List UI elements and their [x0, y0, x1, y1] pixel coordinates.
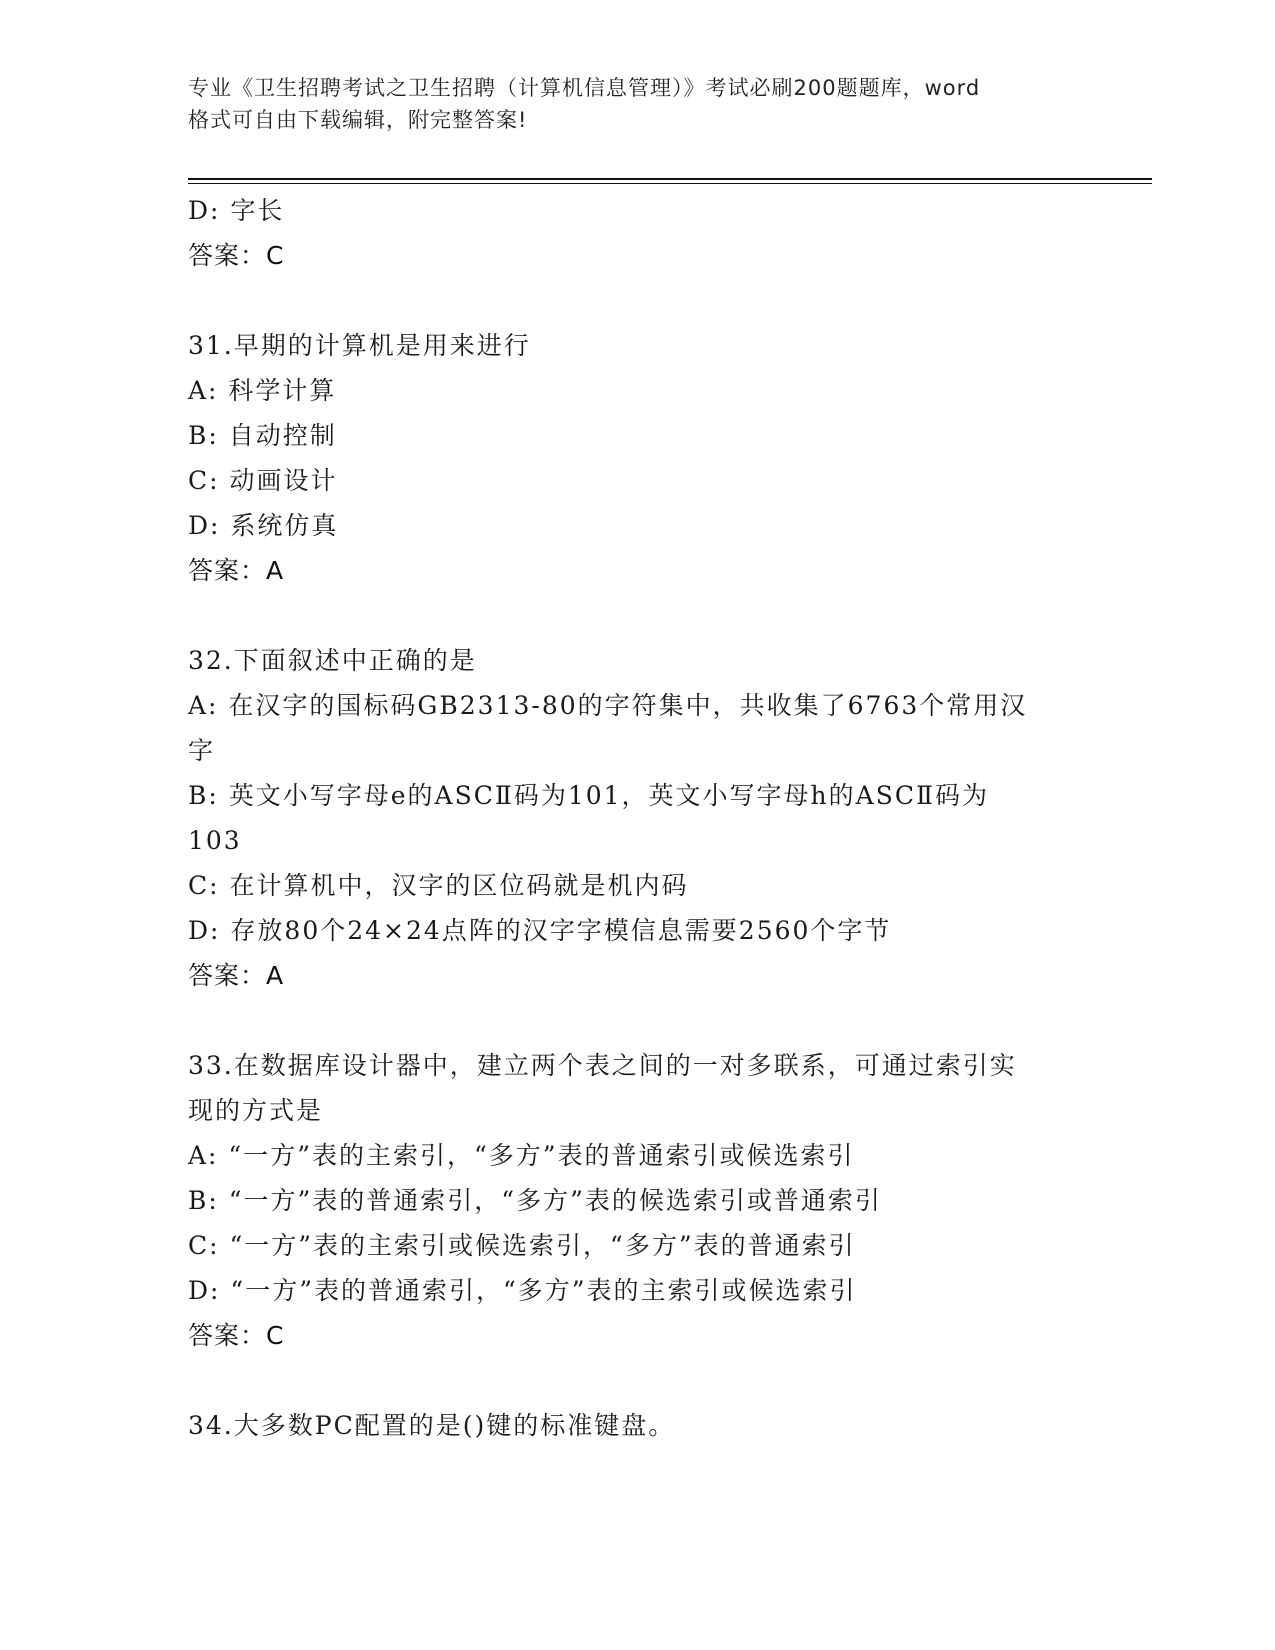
question-stem-line-1: 33.在数据库设计器中，建立两个表之间的一对多联系，可通过索引实 — [188, 1051, 1017, 1080]
answer-line: 答案：C — [188, 241, 285, 270]
option-c: C: 在计算机中，汉字的区位码就是机内码 — [188, 871, 689, 900]
question-31 — [188, 323, 1088, 593]
header-line-2: 格式可自由下载编辑，附完整答案! — [188, 108, 528, 132]
question-stem: 32.下面叙述中正确的是 — [188, 646, 477, 675]
option-b: B: “一方”表的普通索引，“多方”表的候选索引或普通索引 — [188, 1186, 882, 1215]
option-d: D: 存放80个24×24点阵的汉字字模信息需要2560个字节 — [188, 916, 892, 945]
option-c: C: “一方”表的主索引或候选索引，“多方”表的普通索引 — [188, 1231, 856, 1260]
option-d: D: “一方”表的普通索引，“多方”表的主索引或候选索引 — [188, 1276, 857, 1305]
question-stem: 31.早期的计算机是用来进行 — [188, 331, 531, 360]
option-b-line-2: 103 — [188, 826, 242, 855]
question-stem-line-2: 现的方式是 — [188, 1096, 324, 1125]
option-a: A: 科学计算 — [188, 376, 337, 405]
previous-question-tail — [188, 188, 1088, 278]
option-a-line-2: 字 — [188, 736, 216, 765]
option-a-line-1: A: 在汉字的国标码GB2313-80的字符集中，共收集了6763个常用汉 — [188, 691, 1028, 720]
header-line-1: 专业《卫生招聘考试之卫生招聘（计算机信息管理）》考试必刷200题题库，word — [188, 76, 981, 100]
option-b: B: 自动控制 — [188, 421, 337, 450]
answer-line: 答案：A — [188, 556, 285, 585]
option-d: D: 系统仿真 — [188, 511, 339, 540]
option-a: A: “一方”表的主索引，“多方”表的普通索引或候选索引 — [188, 1141, 855, 1170]
option-b-line-1: B: 英文小写字母e的ASCⅡ码为101，英文小写字母h的ASCⅡ码为 — [188, 781, 989, 810]
option-d: D: 字长 — [188, 196, 285, 225]
document-header — [188, 72, 1088, 136]
answer-line: 答案：A — [188, 961, 285, 990]
answer-line: 答案：C — [188, 1321, 285, 1350]
option-c: C: 动画设计 — [188, 466, 338, 495]
question-34 — [188, 1403, 1088, 1448]
question-33 — [188, 1043, 1088, 1358]
header-divider-thick — [188, 178, 1152, 180]
question-32 — [188, 638, 1088, 998]
question-stem: 34.大多数PC配置的是()键的标准键盘。 — [188, 1411, 676, 1440]
header-divider-thin — [188, 183, 1152, 184]
question-list — [188, 188, 1088, 1448]
